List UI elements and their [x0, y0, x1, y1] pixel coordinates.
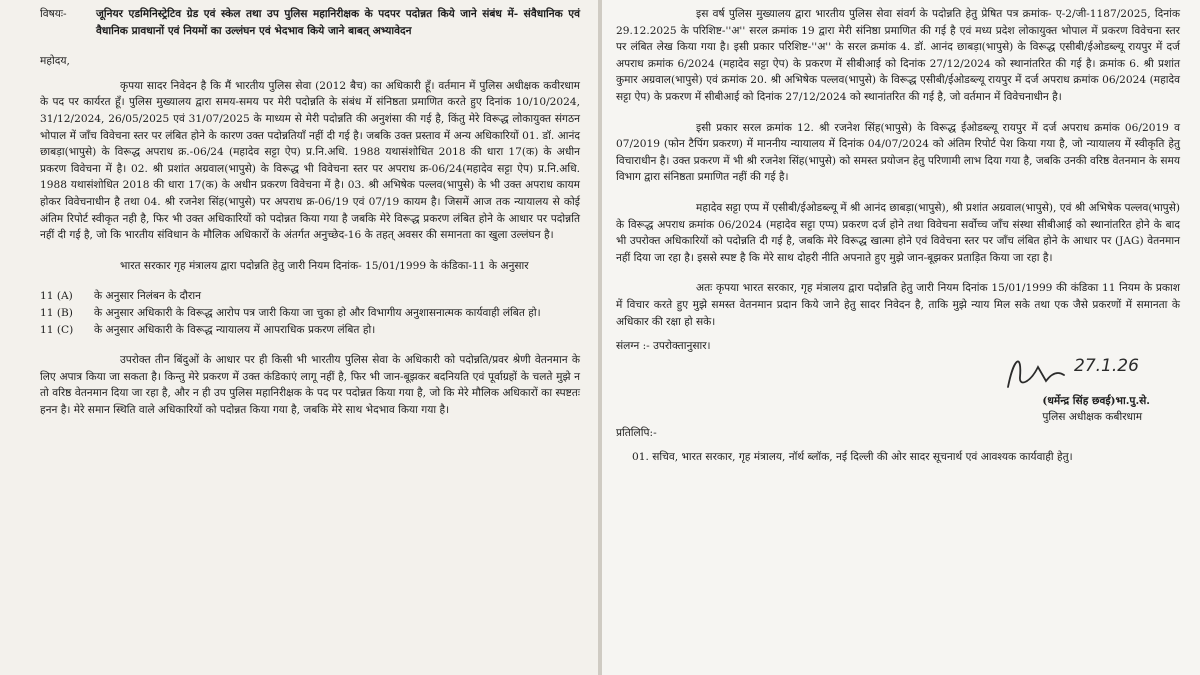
paragraph-5: इसी प्रकार सरल क्रमांक 12. श्री रजनेश सिंह(भापुसे) के विरूद्ध ईओडब्ल्यू रायपुर में दर्ज अपराध क्रमांक 06/2019 व 07/2019 (फोन टैपिंग प्रकरण) में माननीय न्यायालय में दिनांक 04/07/2024 को अंतिम रिपोर्ट पेश किया गया है, जो न्यायालय में स्वीकृति हेतु विचाराधीन है। उक्त प्रकरण में भी श्री रजनेश सिंह(भापुसे) को समस्त प्रयोजन हेतु परिणामी लाभ दिया गया है, जबकि उनकी वरिष्ठ वेतनमान के समय विभाग द्वारा संनिष्ठता प्रमाणित नहीं की गई है। — [616, 121, 1180, 184]
signature-date: 27.1.26 — [1074, 355, 1139, 376]
rule-number: 11 (C) — [40, 323, 74, 336]
cc-item: 01. सचिव, भारत सरकार, गृह मंत्रालय, नॉर्थ ब्लॉक, नई दिल्ली की ओर सादर सूचनार्थ एवं आवश्यक कार्यवाही हेतु। — [632, 451, 1073, 464]
rule-number: 11 (B) — [40, 306, 73, 319]
rule-item — [40, 305, 580, 322]
letter-page-right — [602, 0, 1200, 675]
paragraph-2: भारत सरकार गृह मंत्रालय द्वारा पदोन्नति हेतु जारी नियम दिनांक- 15/01/1999 के कंडिका-11 के अनुसार — [120, 259, 529, 272]
rule-number: 11 (A) — [40, 290, 73, 303]
paragraph-4: इस वर्ष पुलिस मुख्यालय द्वारा भारतीय पुलिस सेवा संवर्ग के पदोन्नति हेतु प्रेषित पत्र क्रमांक- ए-2/जी-1187/2025, दिनांक 29.12.2025 के परिशिष्ट-''अ'' सरल क्रमांक 19 द्वारा मेरी संनिष्ठा प्रमाणित की गई है एवं मध्य प्रदेश लोकायुक्त भोपाल में प्रकरण विवेचना स्तर पर लंबित लेख किया गया है। इसी प्रकार परिशिष्ट-''अ'' के सरल क्रमांक 4. डॉ. आनंद छाबड़ा(भापुसे) के विरूद्ध एसीबी/ईओडब्ल्यू रायपुर में दर्ज अपराध क्रमांक 6/2024 (महादेव सट्टा ऐप) के प्रकरण में सीबीआई को दिनांक 27/12/2024 को स्थानांतरित की गई है। क्रमांक 6. श्री प्रशांत कुमार अग्रवाल(भापुसे) एवं क्रमांक 20. श्री अभिषेक पल्लव(भापुसे) के विरूद्ध एसीबी/ईओडब्ल्यू रायपुर में दर्ज अपराध क्रमांक 06/2024 (महादेव सट्टा ऐप) के प्रकरण में सीबीआई को दिनांक 27/12/2024 को स्थानांतरित की गई है, जो वर्तमान में विवेचनाधीन है। — [616, 8, 1180, 103]
signer-details — [1042, 393, 1150, 426]
rule-item — [40, 288, 580, 305]
signature-block — [616, 355, 1180, 425]
handwritten-signature — [1000, 347, 1150, 393]
paragraph-7: अतः कृपया भारत सरकार, गृह मंत्रालय द्वारा पदोन्नति हेतु जारी नियम दिनांक 15/01/1999 की कंडिका 11 नियम के प्रकाश में विचार करते हुए मुझे समस्त वेतनमान प्रदान किये जाने हेतु सादर निवेदन है, ताकि मुझे न्याय मिल सके तथा एक जैसे प्रकरणों में समानता के अधिकार की रक्षा हो सके। — [616, 282, 1180, 328]
salutation: महोदय, — [40, 55, 70, 68]
rule-text: के अनुसार निलंबन के दौरान — [94, 290, 202, 303]
rule-text: के अनुसार अधिकारी के विरूद्ध आरोप पत्र जारी किया जा चुका हो और विभागीय अनुशासनात्मक कार्यवाही लंबित हो। — [94, 306, 541, 319]
rule-text: के अनुसार अधिकारी के विरूद्ध न्यायालय में आपराधिक प्रकरण लंबित हो। — [94, 323, 376, 336]
rules-list — [40, 288, 580, 338]
rule-item — [40, 322, 580, 339]
subject-block — [40, 6, 580, 39]
paragraph-3: उपरोक्त तीन बिंदुओं के आधार पर ही किसी भी भारतीय पुलिस सेवा के अधिकारी को पदोन्नति/प्रवर श्रेणी वेतनमान के लिए अपात्र किया जा सकता है। किन्तु मेरे प्रकरण में उक्त कंडिकाएं लागू नहीं है, फिर भी जान-बूझकर बदनियति एवं पूर्वाग्रहों के चलते मुझे न तो वरिष्ठ वेतनमान दिया जा रहा है, और न ही उप पुलिस महानिरीक्षक के पद पर पदोन्नत किया गया है, जो कि मेरे मौलिक अधिकारों का स्पष्टतः हनन है। मेरे समान स्थिति वाले अधिकारियों को पदोन्नत किया गया है, जबकि मेरे साथ भेदभाव किया गया है। — [40, 354, 580, 416]
paragraph-6: महादेव सट्टा एप्प में एसीबी/ईओडब्ल्यू में श्री आनंद छाबड़ा(भापुसे), श्री प्रशांत अग्रवाल(भापुसे), एवं श्री अभिषेक पल्लव(भापुसे) के विरूद्ध अपराध क्रमांक 06/2024 (महादेव सट्टा एप्प) प्रकरण दर्ज होने तथा विवेचना सर्वोच्च जाँच संस्था सीबीआई को स्थानांतरित होने के बाद भी उपरोक्त अधिकारियों को पदोन्नति दी गई है, जबकि मेरे विरूद्ध खात्मा होने एवं विवेचना स्तर पर जाँच लंबित होने के आधार पर (JAG) वेतनमान नहीं दिया जा रहा है। इससे स्पष्ट है कि मेरे साथ दोहरी नीति अपनाते हुए मुझे जान-बूझकर प्रताड़ित किया जा रहा है। — [616, 201, 1180, 264]
cc-label: प्रतिलिपि:- — [616, 426, 657, 439]
enclosure-line: संलग्न :- उपरोक्तानुसार। — [616, 340, 711, 353]
signer-name: (धर्मेन्द्र सिंह छवई)भा.पु.से. — [1042, 394, 1150, 407]
subject-text: जूनियर एडमिनिस्ट्रेटिव ग्रेड एवं स्केल तथा उप पुलिस महानिरीक्षक के पदपर पदोन्नत किये जाने संबंध में- संवैधानिक एवं वैधानिक प्रावधानों एवं नियमों का उल्लंघन एवं भेदभाव किये जाने बाबत् अभ्यावेदन — [96, 8, 580, 37]
paragraph-1: कृपया सादर निवेदन है कि मैं भारतीय पुलिस सेवा (2012 बैच) का अधिकारी हूँ। वर्तमान में पुलिस अधीक्षक कवीरधाम के पद पर कार्यरत हूँ। पुलिस मुख्यालय द्वारा समय-समय पर मेरी पदोन्नति के संबंध में संनिष्ठता प्रमाणित करते हुए दिनांक 10/10/2024, 31/12/2024, 26/05/2025 एवं 31/07/2025 के माध्यम से मेरी पदोन्नति की अनुशंसा की गई है, किंतु मेरे विरूद्ध लोकायुक्त संगठन भोपाल में जाँच विवेचना स्तर पर लंबित होने के कारण उक्त पदोन्नतियाँ नहीं दी गई है। जबकि उक्त प्रस्ताव में अन्य अधिकारियों 01. डॉ. आनंद छाबड़ा(भापुसे) के विरूद्ध अपराध क्र.-06/24 (महादेव सट्टा ऐप) प्र.नि.अधि. 1988 यथासंशोधित 2018 की धारा 17(क) के अधीन प्रकरण विवेचना में है। 02. श्री प्रशांत अग्रवाल(भापुसे) के विरूद्ध भी विवेचना स्तर पर अपराध क्र-06/24(महादेव सट्टा ऐप) प्र.नि.अधि. 1988 यथासंशोधित 2018 की धारा 17(क) के अधीन प्रकरण विवेचना में है। 03. श्री अभिषेक पल्लव(भापुसे) के भी उक्त अपराध कायम होकर विवेचनाधीन है तथा 04. श्री रजनेश सिंह(भापुसे) पर अपराध क्र-06/19 एवं 07/19 कायम है। जिसमें आज तक न्यायालय से कोई अंतिम रिपोर्ट स्वीकृत नही है, फिर भी उक्त अधिकारियों को पदोन्नत किया गया है जबकि मेरे विरूद्ध प्रकरण लंबित होने के आधार पर पदोन्नति नहीं दी गई है, जो कि भारतीय संविधान के मौलिक अधिकारों के अंतर्गत अनुच्छेद-16 के तहत् अवसर की समानता का खुला उल्लंघन है। — [40, 79, 580, 242]
letter-page-left — [0, 0, 598, 675]
subject-label: विषयः- — [40, 8, 67, 20]
signer-title: पुलिस अधीक्षक कबीरधाम — [1042, 411, 1143, 424]
